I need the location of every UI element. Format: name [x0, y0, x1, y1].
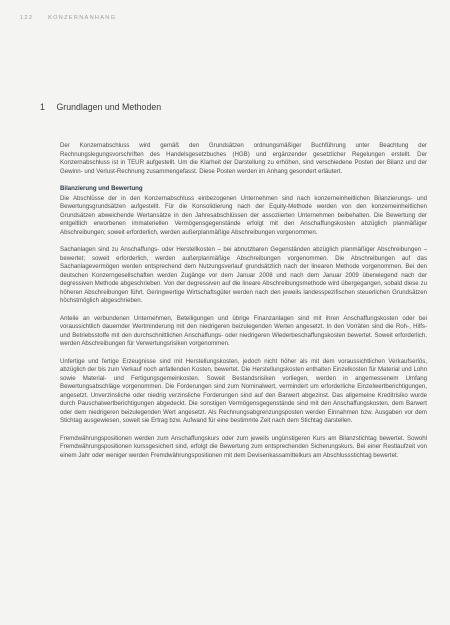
subheading: Bilanzierung und Bewertung: [60, 185, 143, 192]
paragraph-3: Anteile an verbundenen Unternehmen, Beteiligungen und übrige Finanzanlagen sind mit ihren Anschaffungskosten oder bei voraussichtlich dauernder Wertminderung mit den niedrigeren beizulegenden Werten angesetzt. In den Vorräten sind die Roh-, Hilfs- und Betriebsstoffe mit den durchschnittlichen Anschaffungs- oder niedrigeren Wiederbeschaffungskosten bewertet. Soweit erforderlich, werden Abschreibungen für Verwertungsrisiken vorgenommen.: [60, 314, 427, 347]
section-title: Grundlagen und Methoden: [56, 102, 162, 112]
intro-paragraph: Der Konzernabschluss wird gemäß den Grundsätzen ordnungsmäßiger Buchführung unter Beachtung der Rechnungslegungsvorschriften des Handelsgesetzbuches (HGB) und ergänzender gesetzlicher Regelungen erstellt. Der Konzernabschluss ist in TEUR aufgestellt. Um die Klarheit der Darstellung zu erhöhen, sind verschiedene Posten der Bilanz und der Gewinn- und Verlust-Rechnung zusammengefasst. Diese Posten werden im Anhang gesondert erläutert.: [60, 142, 427, 175]
page-number: 122: [20, 15, 34, 21]
paragraph-5: Fremdwährungspositionen werden zum Anschaffungskurs oder zum jeweils ungünstigeren Kurs am Bilanzstichtag bewertet. Sowohl Fremdwährungspositionen kurssgesichert sind, erfolgt die Bewertung zum entsprechenden Sicherungskurs. Bei einer Restlaufzeit von einem Jahr oder weniger werden Fremdwährungspositionen mit dem Devisenkassamittelkurs am Abschlussstichtag bewertet.: [60, 434, 427, 459]
section-number: 1: [40, 102, 45, 112]
body-text: [60, 142, 427, 469]
paragraph-1: Die Abschlüsse der in den Konzernabschluss einbezogenen Unternehmen sind nach konzerneinheitlichen Bilanzierungs- und Bewertungsgrundsätzen aufgestellt. Für die Konsolidierung nach der Equity-Methode werden von den konzerneinheitlichen Grundsätzen abweichende Wertansätze in den Jahresabschlüssen der assoziierten Unternehmen beibehalten. Die Bewertung der entgeltlich erworbenen immateriellen Vermögensgegenstände erfolgt mit den Anschaffungskosten abzüglich planmäßiger Abschreibungen; soweit erforderlich, werden außerplanmäßige Abschreibungen vorgenommen.: [60, 194, 427, 236]
paragraph-2: Sachanlagen sind zu Anschaffungs- oder Herstellkosten – bei abnutzbaren Gegenständen abzüglich planmäßiger Abschreibungen – bewertet; soweit erforderlich, werden außerplanmäßige Abschreibungen vorgenommen. Die Abschreibungen auf das Sachanlagevermögen werden entsprechend dem Nutzungsverlauf grundsätzlich nach der linearen Methode vorgenommen. Bei den deutschen Konzerngesellschaften werden Zugänge vor dem Januar 2008 und nach dem Januar 2009 überwiegend nach der degressiven Methode abgeschrieben. Von der degressiven auf die lineare Abschreibungsmethode wird übergegangen, sobald diese zu höheren Abschreibungen führt. Geringwertige Wirtschaftsgüter werden nach den jeweils landesspezifischen steuerlichen Grundsätzen höchstmöglich abgeschrieben.: [60, 246, 427, 304]
section-label: KONZERNANHANG: [48, 15, 117, 21]
running-header: [20, 15, 116, 21]
paragraph-4: Unfertige und fertige Erzeugnisse sind mit Herstellungskosten, jedoch nicht höher als mit dem voraussichtlichen Verkaufserlös, abzüglich der bis zum Verkauf noch anfallenden Kosten, bewertet. Die Herstellungskosten enthalten Einzelkosten für Material und Lohn sowie Material- und Fertigungsgemeinkosten. Soweit Bestandsrisiken vorliegen, werden in angemessenem Umfang Bewertungsabschläge vorgenommen. Die Forderungen sind zum Nominalwert, vermindert um erforderliche Einzelwertberichtigungen, angesetzt. Unverzinsliche oder niedrig verzinsliche Forderungen sind auf den Barwert abgezinst. Das allgemeine Kreditrisiko wurde durch Pauschalwertberichtigungen abgedeckt. Die sonstigen Vermögensgegenstände sind mit den Anschaffungskosten, dem Barwert oder dem niedrigeren beizulegenden Wert angesetzt. Als Rechnungsabgrenzungsposten werden Einnahmen bzw. Ausgaben vor dem Stichtag ausgewiesen, soweit sie Ertrag bzw. Aufwand für eine bestimmte Zeit nach dem Stichtag darstellen.: [60, 357, 427, 424]
section-heading: [40, 102, 420, 112]
